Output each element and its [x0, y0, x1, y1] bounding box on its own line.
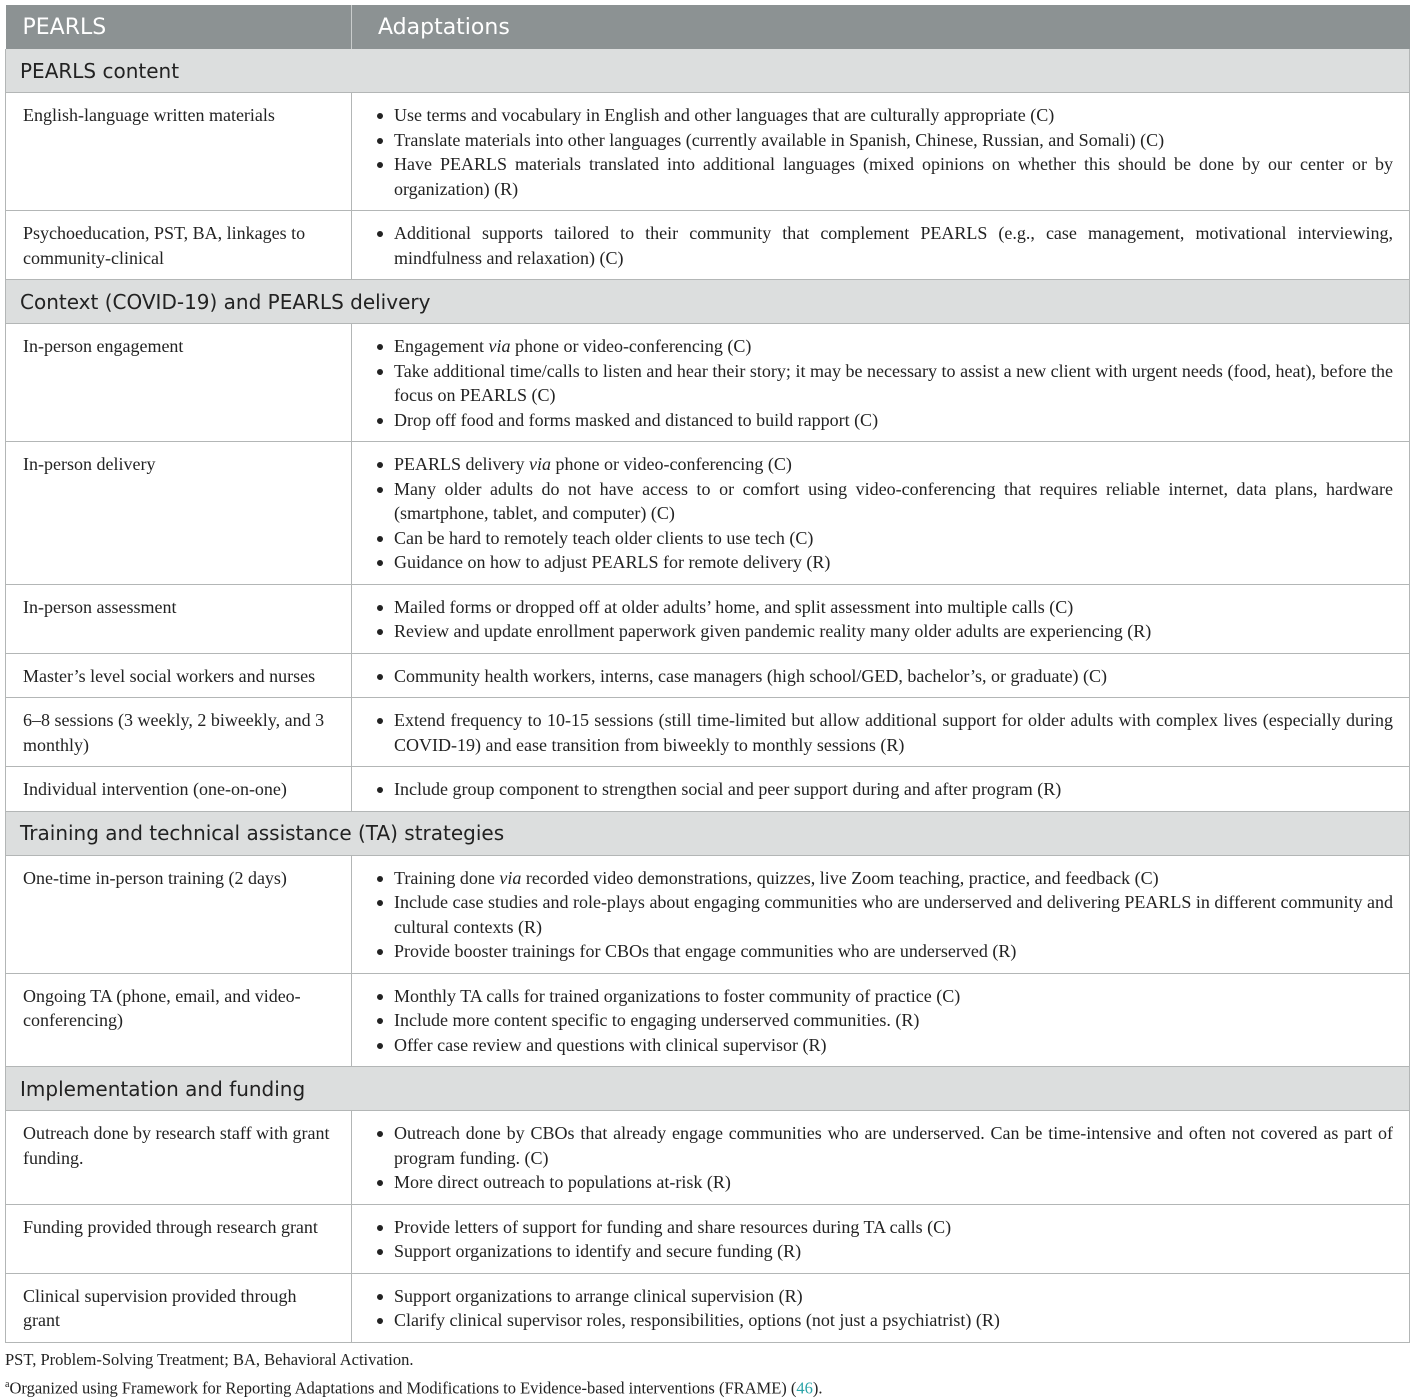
- adaptation-list: [374, 103, 1393, 201]
- table-row: [6, 855, 1410, 973]
- adaptations-cell: [352, 584, 1410, 653]
- table-row: [6, 1111, 1410, 1205]
- reference-link[interactable]: 46: [796, 1378, 813, 1397]
- pearls-component: Psychoeducation, PST, BA, linkages to community-clinical: [6, 211, 352, 280]
- adaptation-item: Community health workers, interns, case managers (high school/GED, bachelor’s, or graduate) (C): [394, 664, 1393, 689]
- adaptation-item: Outreach done by CBOs that already engage communities who are underserved. Can be time-intensive and often not covered as part of program funding. (C): [394, 1121, 1393, 1170]
- adaptation-item: Mailed forms or dropped off at older adults’ home, and split assessment into multiple calls (C): [394, 595, 1393, 620]
- pearls-component: One-time in-person training (2 days): [6, 855, 352, 973]
- adaptation-list: [374, 1121, 1393, 1195]
- pearls-component: In-person engagement: [6, 324, 352, 442]
- adaptation-item: Include group component to strengthen social and peer support during and after program (R): [394, 777, 1393, 802]
- footnote-frame-text: Organized using Framework for Reporting Adaptations and Modifications to Evidence-based interventions (FRAME) (: [9, 1378, 796, 1397]
- adaptation-item: Use terms and vocabulary in English and other languages that are culturally appropriate (C): [394, 103, 1393, 128]
- adaptations-cell: [352, 324, 1410, 442]
- adaptation-list: [374, 595, 1393, 644]
- adaptation-item: Support organizations to identify and secure funding (R): [394, 1239, 1393, 1264]
- footnote-marker: a: [5, 1379, 9, 1390]
- adaptations-cell: [352, 93, 1410, 211]
- adaptation-item: Include more content specific to engaging underserved communities. (R): [394, 1008, 1393, 1033]
- adaptations-cell: [352, 653, 1410, 698]
- adaptation-item: Guidance on how to adjust PEARLS for remote delivery (R): [394, 550, 1393, 575]
- adaptation-item: Clarify clinical supervisor roles, responsibilities, options (not just a psychiatrist) (R): [394, 1308, 1393, 1333]
- table-row: [6, 1273, 1410, 1342]
- adaptations-cell: [352, 767, 1410, 812]
- adaptations-cell: [352, 211, 1410, 280]
- adaptation-item: Training done via recorded video demonstrations, quizzes, live Zoom teaching, practice, and feedback (C): [394, 866, 1393, 891]
- adaptation-item: Provide booster trainings for CBOs that engage communities who are underserved (R): [394, 939, 1393, 964]
- adaptation-item: Include case studies and role-plays about engaging communities who are underserved and delivering PEARLS in different community and cultural contexts (R): [394, 890, 1393, 939]
- table-row: [6, 698, 1410, 767]
- adaptations-cell: [352, 1111, 1410, 1205]
- adaptation-list: [374, 452, 1393, 575]
- table-row: [6, 973, 1410, 1067]
- adaptations-cell: [352, 442, 1410, 585]
- adaptations-cell: [352, 855, 1410, 973]
- table-row: [6, 584, 1410, 653]
- adaptations-cell: [352, 1273, 1410, 1342]
- header-adaptations: Adaptations: [352, 5, 1410, 49]
- adaptation-item: Drop off food and forms masked and distanced to build rapport (C): [394, 408, 1393, 433]
- section-row: [6, 1067, 1410, 1111]
- adaptations-table: [5, 5, 1410, 1343]
- pearls-component: Ongoing TA (phone, email, and video-conferencing): [6, 973, 352, 1067]
- adaptation-list: [374, 866, 1393, 964]
- adaptation-item: Provide letters of support for funding and share resources during TA calls (C): [394, 1215, 1393, 1240]
- adaptations-cell: [352, 1204, 1410, 1273]
- header-pearls: PEARLS: [6, 5, 352, 49]
- section-row: [6, 49, 1410, 93]
- adaptation-item: Translate materials into other languages (currently available in Spanish, Chinese, Russian, and Somali) (C): [394, 128, 1393, 153]
- adaptation-list: [374, 984, 1393, 1058]
- section-title: Context (COVID-19) and PEARLS delivery: [6, 280, 1410, 324]
- section-title: Training and technical assistance (TA) strategies: [6, 811, 1410, 855]
- adaptations-cell: [352, 973, 1410, 1067]
- pearls-component: Funding provided through research grant: [6, 1204, 352, 1273]
- adaptation-item: Have PEARLS materials translated into additional languages (mixed opinions on whether this should be done by our center or by organization) (R): [394, 152, 1393, 201]
- adaptation-list: [374, 334, 1393, 432]
- footnote-frame: [5, 1372, 1409, 1400]
- header-row: [6, 5, 1410, 49]
- table-row: [6, 324, 1410, 442]
- table-row: [6, 767, 1410, 812]
- pearls-component: English-language written materials: [6, 93, 352, 211]
- adaptation-item: Engagement via phone or video-conferencing (C): [394, 334, 1393, 359]
- adaptation-list: [374, 1284, 1393, 1333]
- section-title: PEARLS content: [6, 49, 1410, 93]
- pearls-component: Clinical supervision provided through grant: [6, 1273, 352, 1342]
- adaptation-list: [374, 221, 1393, 270]
- adaptation-item: Review and update enrollment paperwork given pandemic reality many older adults are experiencing (R): [394, 619, 1393, 644]
- adaptation-item: PEARLS delivery via phone or video-conferencing (C): [394, 452, 1393, 477]
- footnotes: [5, 1347, 1409, 1400]
- table-row: [6, 653, 1410, 698]
- adaptation-item: Monthly TA calls for trained organizations to foster community of practice (C): [394, 984, 1393, 1009]
- adaptations-table-container: [5, 5, 1409, 1400]
- adaptation-item: Take additional time/calls to listen and hear their story; it may be necessary to assist a new client with urgent needs (food, heat), before the focus on PEARLS (C): [394, 359, 1393, 408]
- pearls-component: 6–8 sessions (3 weekly, 2 biweekly, and 3 monthly): [6, 698, 352, 767]
- adaptations-cell: [352, 698, 1410, 767]
- pearls-component: Individual intervention (one-on-one): [6, 767, 352, 812]
- table-row: [6, 1204, 1410, 1273]
- pearls-component: In-person assessment: [6, 584, 352, 653]
- adaptation-item: More direct outreach to populations at-risk (R): [394, 1170, 1393, 1195]
- adaptation-item: Many older adults do not have access to or comfort using video-conferencing that requires reliable internet, data plans, hardware (smartphone, tablet, and computer) (C): [394, 477, 1393, 526]
- footnote-abbreviations: PST, Problem-Solving Treatment; BA, Behavioral Activation.: [5, 1347, 1409, 1372]
- pearls-component: In-person delivery: [6, 442, 352, 585]
- table-row: [6, 211, 1410, 280]
- adaptation-item: Additional supports tailored to their community that complement PEARLS (e.g., case management, motivational interviewing, mindfulness and relaxation) (C): [394, 221, 1393, 270]
- table-body: [6, 49, 1410, 1342]
- adaptation-item: Can be hard to remotely teach older clients to use tech (C): [394, 526, 1393, 551]
- section-title: Implementation and funding: [6, 1067, 1410, 1111]
- table-row: [6, 93, 1410, 211]
- adaptation-list: [374, 664, 1393, 689]
- adaptation-item: Support organizations to arrange clinical supervision (R): [394, 1284, 1393, 1309]
- adaptation-item: Extend frequency to 10-15 sessions (still time-limited but allow additional support for older adults with complex lives (especially during COVID-19) and ease transition from biweekly to monthly sessions (R): [394, 708, 1393, 757]
- adaptation-list: [374, 708, 1393, 757]
- adaptation-list: [374, 777, 1393, 802]
- pearls-component: Master’s level social workers and nurses: [6, 653, 352, 698]
- table-row: [6, 442, 1410, 585]
- section-row: [6, 280, 1410, 324]
- adaptation-item: Offer case review and questions with clinical supervisor (R): [394, 1033, 1393, 1058]
- section-row: [6, 811, 1410, 855]
- pearls-component: Outreach done by research staff with grant funding.: [6, 1111, 352, 1205]
- adaptation-list: [374, 1215, 1393, 1264]
- footnote-frame-end: ).: [813, 1378, 823, 1397]
